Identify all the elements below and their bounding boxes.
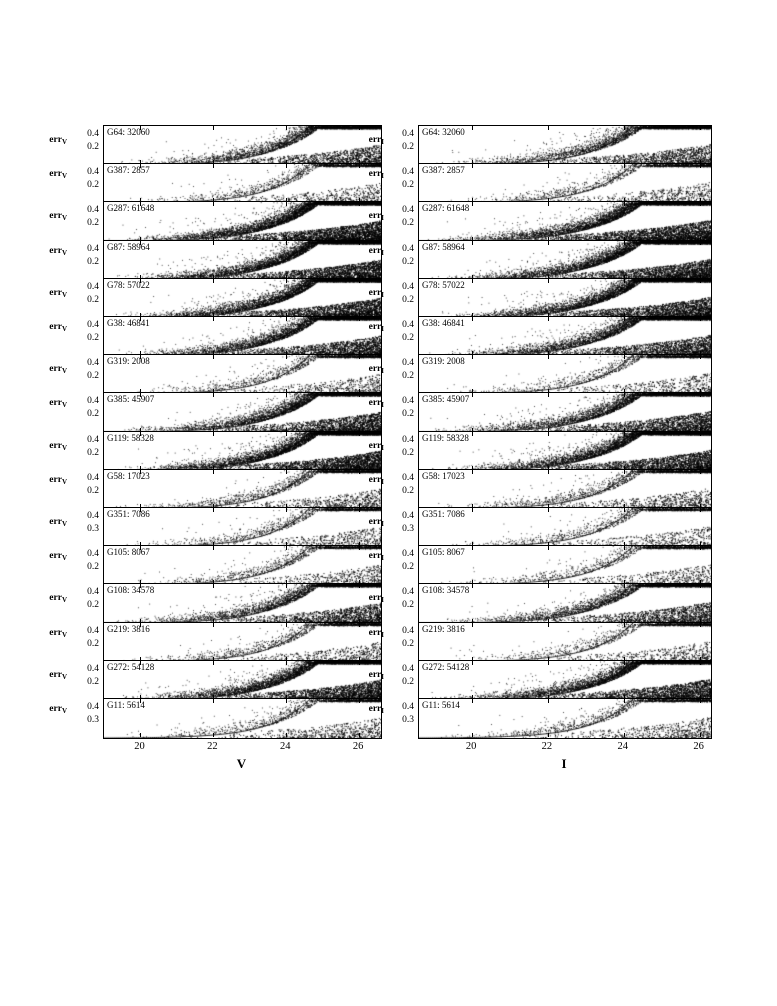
y-tick-label: 0.4	[402, 587, 414, 598]
y-axis-label-i: err$_I$	[368, 135, 384, 146]
error-panel	[418, 316, 712, 357]
x-tick-mark	[472, 241, 473, 245]
x-tick-mark	[213, 241, 214, 245]
y-tick-label: 0.4	[87, 396, 99, 407]
x-tick-mark	[286, 393, 287, 397]
error-panel	[103, 240, 382, 281]
error-panel	[103, 660, 382, 701]
x-tick-mark	[624, 164, 625, 168]
panel-label: G38: 46841	[422, 318, 465, 328]
y-axis-label-i: err$_I$	[368, 593, 384, 605]
x-tick-mark	[286, 317, 287, 321]
y-axis-label-v: err$_V$	[49, 211, 67, 223]
x-tick-mark	[548, 355, 549, 359]
x-tick-mark	[548, 623, 549, 627]
x-tick-label: 24	[617, 741, 629, 753]
x-tick-mark	[700, 733, 701, 737]
x-tick-mark	[700, 432, 701, 436]
error-panel	[418, 354, 712, 395]
x-tick-mark	[624, 393, 625, 397]
y-axis-label-v: err$_V$	[49, 364, 67, 376]
y-tick-label: 0.4	[402, 434, 414, 445]
x-tick-mark	[472, 317, 473, 321]
y-axis-label-v: err$_V$	[49, 704, 67, 715]
y-tick-label: 0.4	[402, 625, 414, 636]
error-panel	[418, 431, 712, 472]
x-tick-mark	[472, 508, 473, 512]
y-axis-label-i: err$_I$	[368, 669, 384, 681]
x-axis-label-v: V	[236, 756, 247, 772]
x-tick-mark	[624, 202, 625, 206]
error-panel	[418, 392, 712, 433]
y-tick-label: 0.4	[402, 320, 414, 330]
x-tick-mark	[624, 584, 625, 588]
x-tick-label: 24	[279, 741, 291, 753]
y-axis-label-i: err$_I$	[368, 364, 384, 376]
error-panel	[103, 354, 382, 395]
x-tick-mark	[286, 470, 287, 474]
y-axis-label-v: err$_V$	[49, 669, 67, 681]
error-panel	[418, 545, 712, 586]
x-tick-mark	[359, 508, 360, 512]
x-tick-mark	[548, 202, 549, 206]
y-tick-label: 0.2	[402, 562, 414, 573]
x-tick-mark	[624, 355, 625, 359]
panel-label: G219: 3816	[422, 623, 465, 634]
y-axis-label-v: err$_V$	[49, 627, 67, 639]
y-tick-label: 0.4	[87, 243, 99, 254]
x-tick-mark	[624, 546, 625, 550]
y-axis-label-i: err$_I$	[368, 704, 384, 715]
x-tick-mark	[548, 126, 549, 130]
y-axis-label-v: err$_V$	[49, 474, 67, 486]
y-tick-label: 0.4	[87, 129, 99, 139]
x-tick-mark	[213, 661, 214, 665]
x-tick-mark	[700, 546, 701, 550]
x-tick-mark	[548, 393, 549, 397]
error-panel	[103, 201, 382, 242]
x-tick-mark	[700, 584, 701, 588]
y-tick-label: 0.2	[402, 180, 414, 191]
error-panel	[418, 698, 712, 739]
x-tick-mark	[286, 508, 287, 512]
y-tick-label: 0.4	[402, 549, 414, 560]
panel-label: G319: 2008	[422, 356, 465, 367]
x-tick-mark	[359, 661, 360, 665]
y-tick-label: 0.2	[402, 485, 414, 496]
x-tick-mark	[624, 279, 625, 283]
y-tick-label: 0.4	[87, 511, 99, 521]
y-axis-label-i: err$_I$	[368, 517, 384, 528]
y-tick-label: 0.4	[402, 281, 414, 292]
x-tick-mark	[700, 241, 701, 245]
y-tick-label: 0.2	[87, 218, 99, 229]
x-tick-mark	[286, 733, 287, 737]
y-tick-label: 0.3	[87, 524, 99, 534]
error-panel	[418, 240, 712, 281]
y-axis-label-v: err$_V$	[49, 287, 67, 299]
x-tick-mark	[624, 623, 625, 627]
panel-label: G108: 34578	[422, 585, 470, 596]
y-tick-label: 0.4	[87, 663, 99, 674]
panel-label: G351: 7086	[422, 509, 465, 519]
x-tick-mark	[213, 733, 214, 737]
x-tick-label: 20	[134, 741, 145, 753]
y-tick-label: 0.4	[87, 702, 99, 712]
y-tick-label: 0.2	[87, 676, 99, 687]
error-panel	[103, 125, 382, 166]
x-tick-mark	[359, 241, 360, 245]
x-tick-mark	[286, 241, 287, 245]
x-tick-mark	[213, 546, 214, 550]
x-tick-mark	[624, 508, 625, 512]
x-tick-mark	[213, 432, 214, 436]
error-panel	[103, 431, 382, 472]
x-tick-mark	[548, 733, 549, 737]
x-tick-mark	[472, 279, 473, 283]
x-tick-mark	[213, 202, 214, 206]
y-axis-label-v: err$_V$	[49, 398, 67, 410]
y-tick-label: 0.2	[402, 333, 414, 343]
x-tick-mark	[359, 355, 360, 359]
y-tick-label: 0.2	[87, 485, 99, 496]
x-axis-label-i: I	[561, 756, 567, 772]
x-tick-mark	[286, 661, 287, 665]
y-tick-label: 0.4	[87, 549, 99, 560]
y-axis-label-v: err$_V$	[49, 169, 67, 181]
x-tick-mark	[472, 546, 473, 550]
panel-label: G105: 8067	[107, 547, 150, 558]
panel-label: G287: 61648	[422, 203, 470, 214]
y-axis-label-i: err$_I$	[368, 474, 384, 486]
x-tick-mark	[700, 699, 701, 703]
y-tick-label: 0.2	[87, 409, 99, 420]
panel-label: G64: 32060	[107, 127, 150, 137]
y-tick-label: 0.2	[87, 600, 99, 611]
panel-label: G119: 58328	[107, 432, 154, 443]
error-panel	[418, 201, 712, 242]
y-tick-label: 0.2	[87, 294, 99, 305]
x-tick-mark	[213, 584, 214, 588]
x-tick-mark	[286, 202, 287, 206]
panel-label: G385: 45907	[107, 394, 155, 405]
error-panel	[103, 507, 382, 548]
x-tick-mark	[700, 279, 701, 283]
y-tick-label: 0.2	[402, 294, 414, 305]
x-tick-mark	[213, 126, 214, 130]
x-tick-mark	[213, 355, 214, 359]
x-tick-mark	[700, 623, 701, 627]
y-axis-label-v: err$_V$	[49, 440, 67, 452]
error-panel	[418, 163, 712, 204]
x-tick-mark	[472, 355, 473, 359]
y-tick-label: 0.4	[87, 587, 99, 598]
x-tick-mark	[624, 733, 625, 737]
x-tick-mark	[286, 432, 287, 436]
x-tick-label: 22	[207, 741, 218, 753]
y-axis-label-i: err$_I$	[368, 211, 384, 223]
x-tick-mark	[548, 508, 549, 512]
x-tick-mark	[548, 241, 549, 245]
panel-label: G58: 17023	[107, 470, 150, 481]
x-tick-mark	[548, 164, 549, 168]
x-tick-mark	[700, 393, 701, 397]
x-tick-mark	[624, 661, 625, 665]
x-tick-mark	[213, 623, 214, 627]
panel-label: G108: 34578	[107, 585, 155, 596]
panel-label: G387: 2857	[422, 165, 465, 176]
error-panel	[418, 622, 712, 663]
x-tick-mark	[700, 164, 701, 168]
x-tick-mark	[548, 317, 549, 321]
x-tick-label: 26	[693, 741, 704, 753]
x-tick-mark	[286, 546, 287, 550]
x-tick-mark	[359, 699, 360, 703]
x-tick-mark	[472, 432, 473, 436]
x-tick-mark	[213, 393, 214, 397]
x-tick-mark	[700, 126, 701, 130]
x-tick-mark	[359, 202, 360, 206]
x-tick-mark	[700, 661, 701, 665]
error-panel	[103, 622, 382, 663]
error-panel	[418, 125, 712, 166]
x-tick-label: 26	[352, 741, 364, 753]
x-tick-mark	[359, 623, 360, 627]
y-tick-label: 0.4	[87, 167, 99, 178]
x-tick-mark	[700, 355, 701, 359]
x-tick-mark	[548, 432, 549, 436]
x-tick-mark	[359, 432, 360, 436]
y-tick-label: 0.2	[402, 218, 414, 229]
x-tick-mark	[624, 317, 625, 321]
panel-label: G78: 57022	[422, 279, 465, 290]
panel-label: G272: 54128	[107, 661, 155, 672]
y-tick-label: 0.2	[87, 371, 99, 382]
x-tick-mark	[359, 279, 360, 283]
error-panel	[418, 583, 712, 624]
y-axis-label-v: err$_V$	[49, 322, 67, 333]
y-axis-label-i: err$_I$	[368, 169, 384, 181]
y-tick-label: 0.2	[87, 333, 99, 343]
y-tick-label: 0.4	[87, 320, 99, 330]
y-axis-label-i: err$_I$	[368, 245, 384, 257]
y-axis-label-v: err$_V$	[49, 135, 67, 146]
y-tick-label: 0.2	[402, 371, 414, 382]
panel-label: G11: 5614	[107, 700, 145, 710]
panel-label: G105: 8067	[422, 547, 465, 558]
x-tick-mark	[700, 202, 701, 206]
error-panel	[418, 278, 712, 319]
y-axis-label-v: err$_V$	[49, 593, 67, 605]
y-tick-label: 0.4	[87, 205, 99, 216]
y-tick-label: 0.4	[87, 434, 99, 445]
panel-label: G351: 7086	[107, 509, 150, 519]
y-tick-label: 0.4	[402, 205, 414, 216]
y-tick-label: 0.2	[87, 447, 99, 458]
x-tick-mark	[286, 355, 287, 359]
x-tick-mark	[472, 126, 473, 130]
panel-label: G38: 46841	[107, 318, 150, 328]
y-tick-label: 0.2	[402, 600, 414, 611]
y-tick-label: 0.3	[402, 715, 414, 725]
y-tick-label: 0.3	[87, 715, 99, 725]
x-tick-mark	[286, 699, 287, 703]
y-axis-label-i: err$_I$	[368, 322, 384, 333]
x-tick-mark	[472, 584, 473, 588]
error-panel	[418, 660, 712, 701]
panel-label: G87: 58964	[107, 241, 150, 252]
y-tick-label: 0.2	[402, 142, 414, 152]
y-axis-label-i: err$_I$	[368, 551, 384, 563]
x-tick-mark	[472, 661, 473, 665]
x-tick-mark	[359, 393, 360, 397]
y-tick-label: 0.2	[402, 409, 414, 420]
panel-label: G219: 3816	[107, 623, 150, 634]
y-tick-label: 0.4	[402, 243, 414, 254]
panel-label: G119: 58328	[422, 432, 469, 443]
x-tick-mark	[213, 279, 214, 283]
y-tick-label: 0.4	[402, 472, 414, 483]
x-tick-mark	[624, 470, 625, 474]
x-tick-mark	[286, 164, 287, 168]
y-tick-label: 0.4	[402, 511, 414, 521]
error-panel	[103, 583, 382, 624]
y-tick-label: 0.4	[402, 358, 414, 369]
x-tick-mark	[624, 126, 625, 130]
y-tick-label: 0.2	[402, 676, 414, 687]
x-tick-mark	[359, 470, 360, 474]
panel-label: G387: 2857	[107, 165, 150, 176]
y-axis-label-v: err$_V$	[49, 245, 67, 257]
x-tick-mark	[359, 546, 360, 550]
y-axis-label-i: err$_I$	[368, 440, 384, 452]
scatter-points	[104, 699, 381, 738]
y-tick-label: 0.2	[87, 256, 99, 267]
x-tick-mark	[286, 126, 287, 130]
x-tick-mark	[548, 546, 549, 550]
y-axis-label-i: err$_I$	[368, 398, 384, 410]
y-axis-label-i: err$_I$	[368, 627, 384, 639]
x-tick-mark	[700, 317, 701, 321]
x-tick-mark	[286, 623, 287, 627]
y-tick-label: 0.4	[87, 358, 99, 369]
y-axis-label-i: err$_I$	[368, 287, 384, 299]
y-tick-label: 0.4	[87, 281, 99, 292]
x-tick-mark	[359, 733, 360, 737]
panel-label: G287: 61648	[107, 203, 155, 214]
error-panel	[103, 545, 382, 586]
error-panel	[103, 392, 382, 433]
error-panel	[103, 698, 382, 739]
x-tick-label: 20	[465, 741, 477, 753]
x-tick-mark	[213, 508, 214, 512]
x-tick-mark	[548, 661, 549, 665]
error-panel	[103, 278, 382, 319]
x-tick-mark	[472, 470, 473, 474]
y-axis-label-v: err$_V$	[49, 517, 67, 528]
y-tick-label: 0.2	[402, 638, 414, 649]
x-tick-mark	[624, 699, 625, 703]
x-tick-mark	[213, 699, 214, 703]
y-tick-label: 0.4	[402, 396, 414, 407]
error-panel	[103, 163, 382, 204]
x-tick-mark	[472, 699, 473, 703]
x-tick-mark	[359, 317, 360, 321]
panel-label: G58: 17023	[422, 470, 465, 481]
error-panel	[103, 316, 382, 357]
x-tick-mark	[286, 584, 287, 588]
x-tick-label: 22	[541, 741, 553, 753]
x-tick-mark	[472, 623, 473, 627]
x-tick-mark	[548, 470, 549, 474]
panel-label: G319: 2008	[107, 356, 150, 367]
y-tick-label: 0.2	[87, 562, 99, 573]
x-tick-mark	[359, 584, 360, 588]
y-tick-label: 0.4	[87, 625, 99, 636]
panel-label: G78: 57022	[107, 279, 150, 290]
x-tick-mark	[700, 508, 701, 512]
x-tick-mark	[472, 393, 473, 397]
x-tick-mark	[624, 432, 625, 436]
error-panel	[418, 469, 712, 510]
y-tick-label: 0.2	[87, 638, 99, 649]
panel-label: G87: 58964	[422, 241, 465, 252]
panel-label: G64: 32060	[422, 127, 465, 137]
y-tick-label: 0.3	[402, 524, 414, 534]
x-tick-mark	[213, 164, 214, 168]
x-tick-mark	[548, 279, 549, 283]
y-tick-label: 0.4	[402, 129, 414, 139]
y-tick-label: 0.4	[87, 472, 99, 483]
x-tick-mark	[472, 733, 473, 737]
y-tick-label: 0.4	[402, 663, 414, 674]
x-tick-mark	[548, 584, 549, 588]
x-tick-mark	[472, 202, 473, 206]
panel-label: G272: 54128	[422, 661, 470, 672]
panel-label: G11: 5614	[422, 700, 460, 710]
x-tick-mark	[359, 164, 360, 168]
x-tick-mark	[286, 279, 287, 283]
error-panel	[103, 469, 382, 510]
x-tick-mark	[359, 126, 360, 130]
x-tick-mark	[548, 699, 549, 703]
x-tick-mark	[624, 241, 625, 245]
error-panel	[418, 507, 712, 548]
panel-label: G385: 45907	[422, 394, 470, 405]
x-tick-mark	[700, 470, 701, 474]
y-tick-label: 0.2	[87, 142, 99, 152]
y-tick-label: 0.4	[402, 167, 414, 178]
y-tick-label: 0.2	[402, 447, 414, 458]
y-tick-label: 0.2	[402, 256, 414, 267]
x-tick-mark	[140, 733, 141, 737]
x-tick-mark	[472, 164, 473, 168]
scatter-points	[419, 699, 711, 738]
x-tick-mark	[213, 470, 214, 474]
y-axis-label-v: err$_V$	[49, 551, 67, 563]
y-tick-label: 0.2	[87, 180, 99, 191]
x-tick-mark	[213, 317, 214, 321]
y-tick-label: 0.4	[402, 702, 414, 712]
